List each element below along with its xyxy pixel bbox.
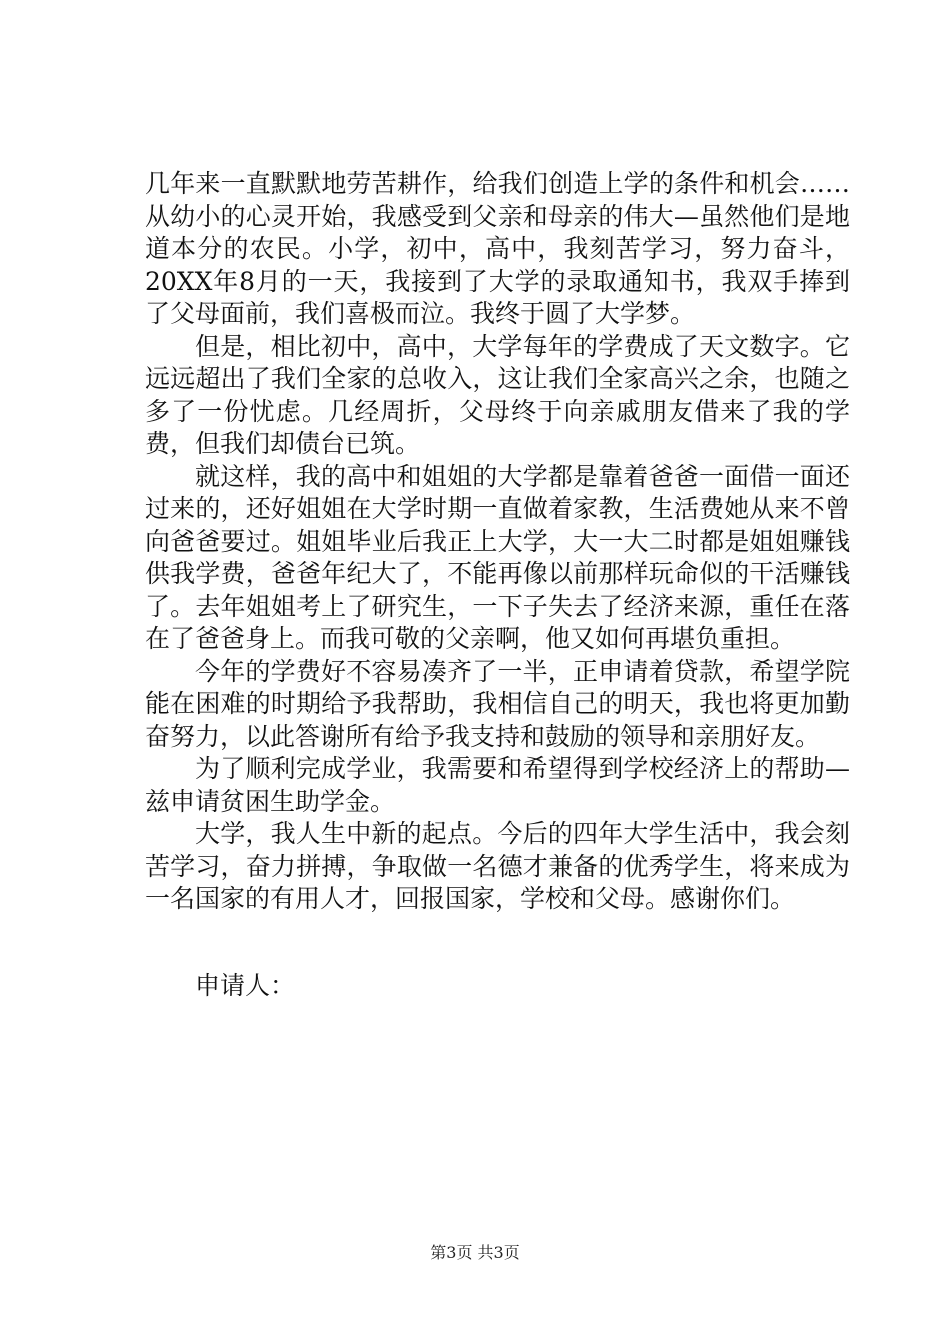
- paragraph-3: 就这样，我的高中和姐姐的大学都是靠着爸爸一面借一面还过来的，还好姐姐在大学时期一直做着家教，生活费她从来不曾向爸爸要过。姐姐毕业后我正上大学，大一大二时都是姐姐赚钱供我学费，爸爸年纪大了，不能再像以前那样玩命似的干活赚钱了。去年姐姐考上了研究生，一下子失去了经济来源，重任在落在了爸爸身上。而我可敬的父亲啊，他又如何再堪负重担。: [145, 461, 850, 653]
- applicant-signature-label: 申请人：: [195, 971, 296, 1000]
- paragraph-1: 几年来一直默默地劳苦耕作，给我们创造上学的条件和机会……从幼小的心灵开始，我感受到父亲和母亲的伟大—虽然他们是地道本分的农民。小学，初中，高中，我刻苦学习，努力奋斗，20XX年8月的一天，我接到了大学的录取通知书，我双手捧到了父母面前，我们喜极而泣。我终于圆了大学梦。: [145, 169, 850, 328]
- document-body: [145, 168, 850, 916]
- paragraph-5: 为了顺利完成学业，我需要和希望得到学校经济上的帮助—兹申请贫困生助学金。: [145, 754, 850, 816]
- paragraph-4: 今年的学费好不容易凑齐了一半，正申请着贷款，希望学院能在困难的时期给予我帮助，我相信自己的明天，我也将更加勤奋努力，以此答谢所有给予我支持和鼓励的领导和亲朋好友。: [145, 656, 850, 751]
- page-footer: 第3页 共3页: [430, 1243, 520, 1262]
- paragraph-2: 但是，相比初中，高中，大学每年的学费成了天文数字。它远远超出了我们全家的总收入，这让我们全家高兴之余，也随之多了一份忧虑。几经周折，父母终于向亲戚朋友借来了我的学费，但我们却债台已筑。: [145, 331, 850, 458]
- paragraph-6: 大学，我人生中新的起点。今后的四年大学生活中，我会刻苦学习，奋力拼搏，争取做一名德才兼备的优秀学生，将来成为一名国家的有用人才，回报国家，学校和父母。感谢你们。: [145, 819, 850, 913]
